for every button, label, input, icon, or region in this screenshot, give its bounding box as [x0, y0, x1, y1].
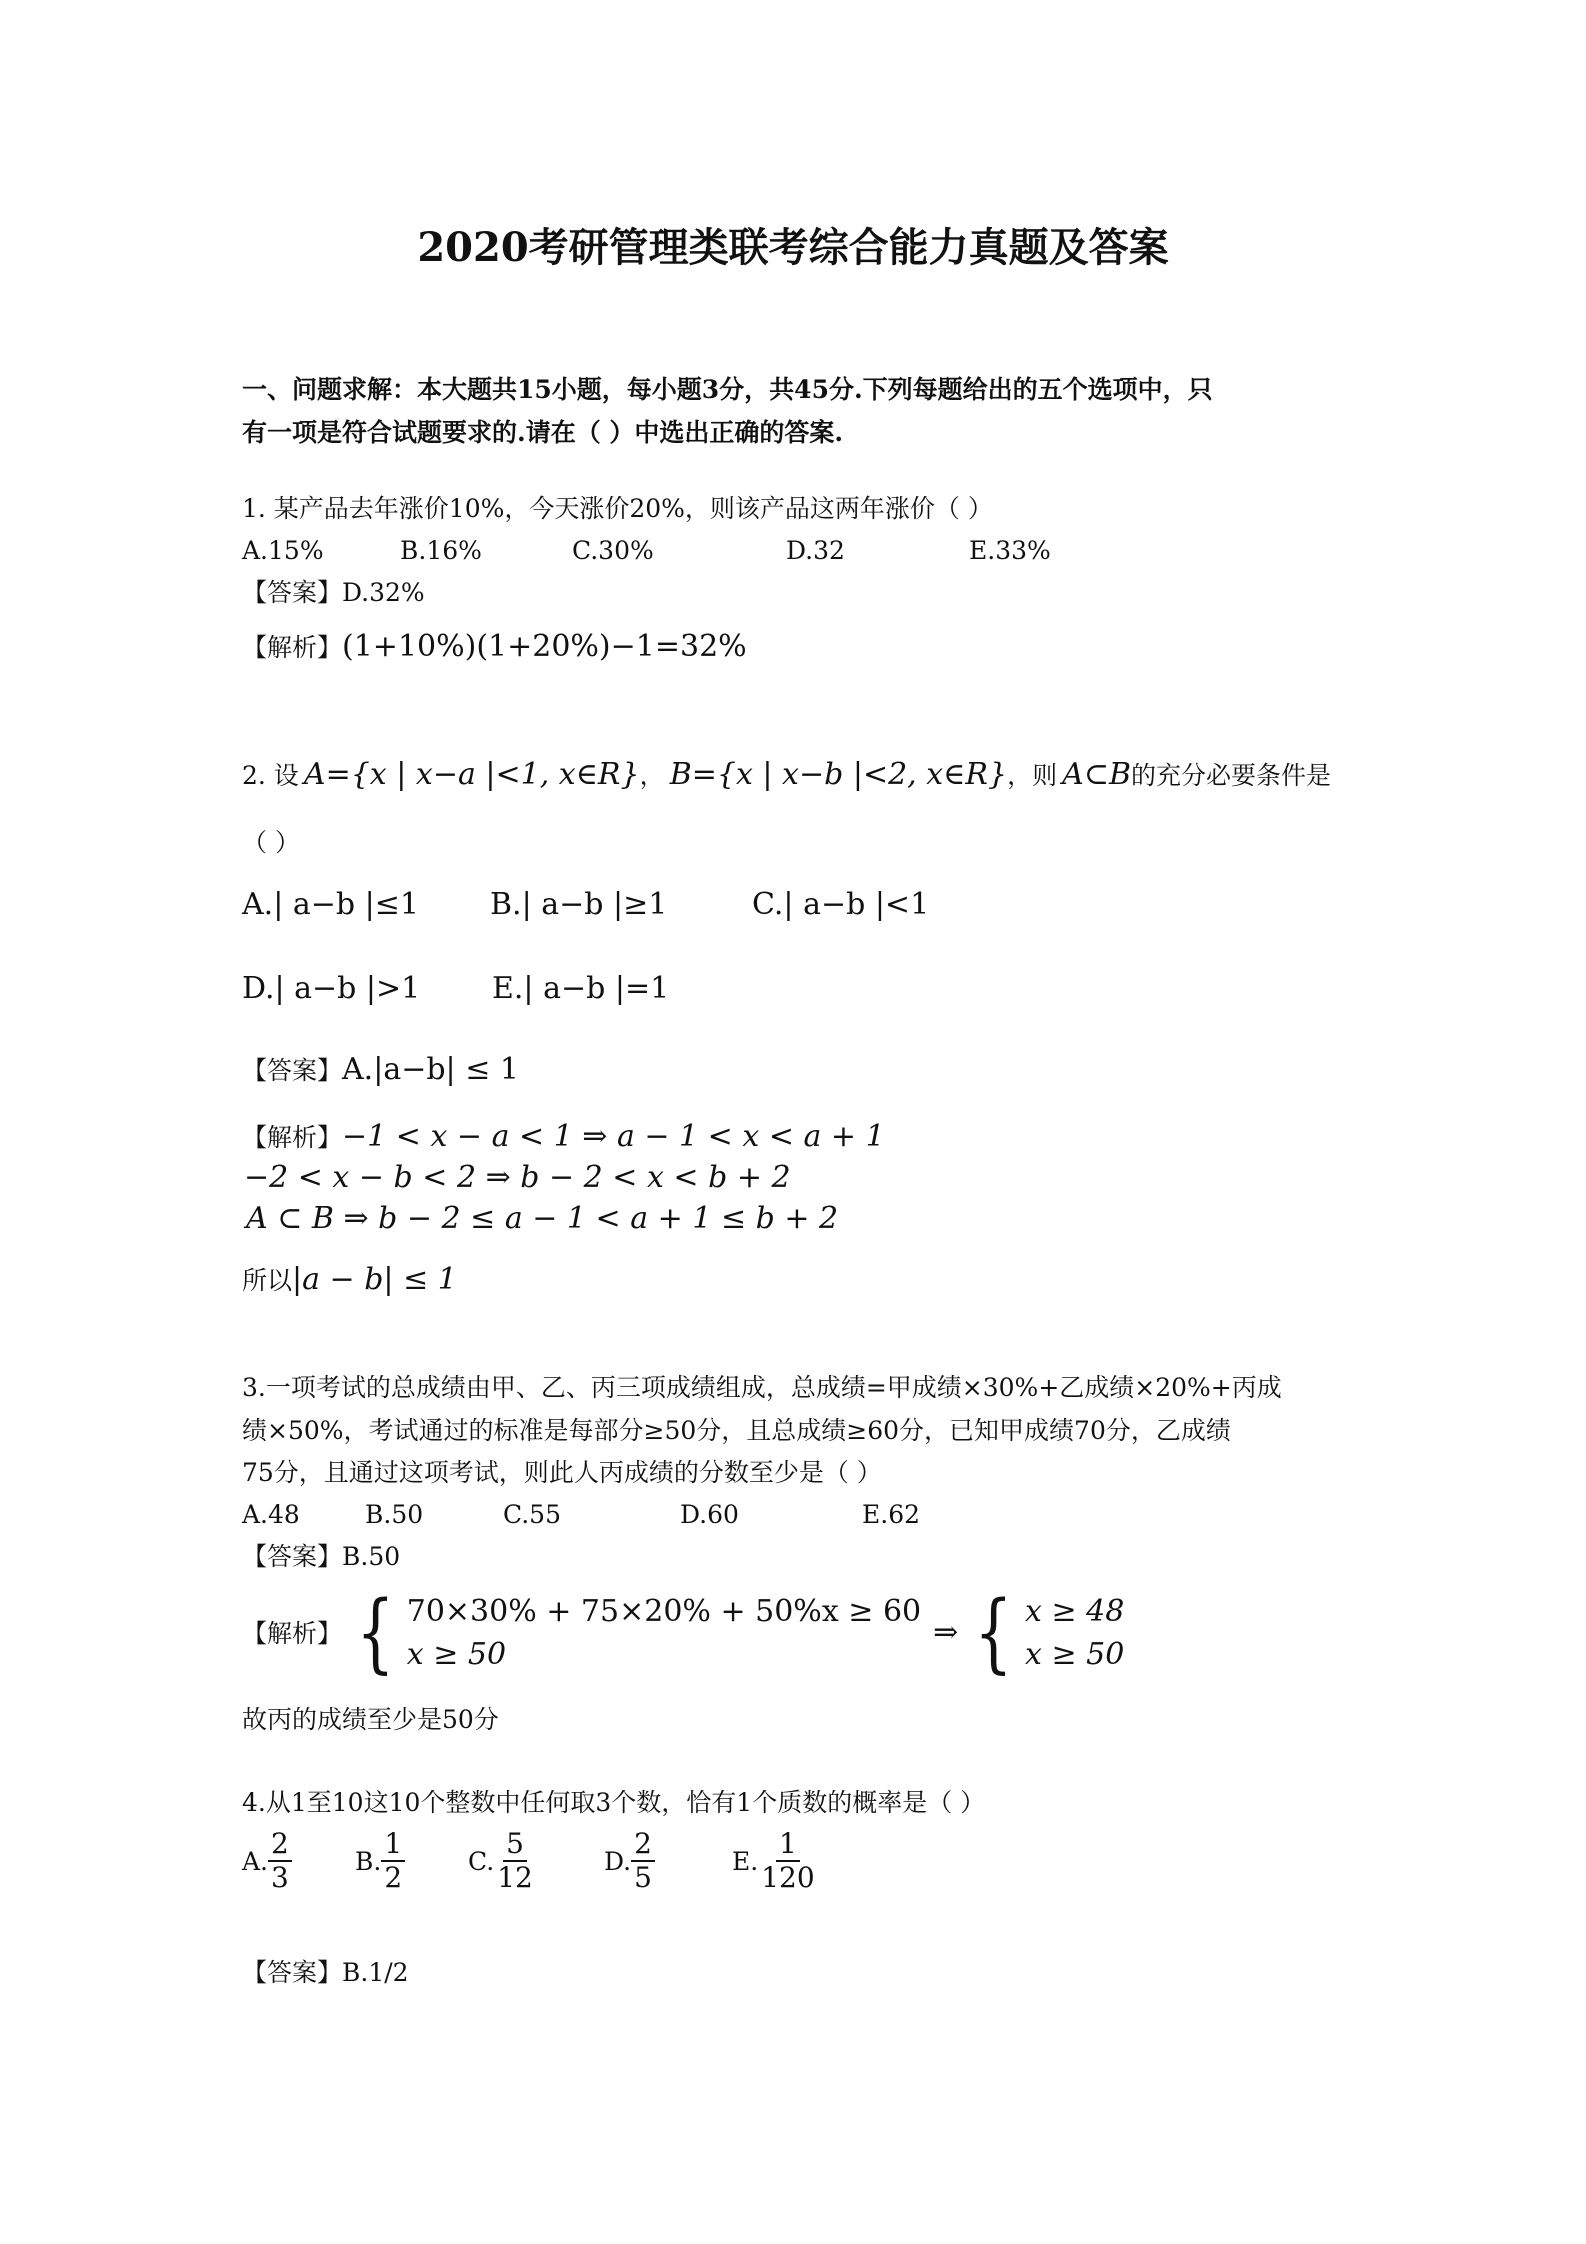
answer-value: A.|a−b| ≤ 1 [342, 1052, 519, 1087]
option-fraction [381, 1828, 405, 1894]
q2-set-a: A={x | x−a |<1, x∈R} [303, 757, 640, 792]
analysis-label: 【解析】 [242, 1123, 343, 1152]
option-label: E. [732, 1846, 759, 1876]
q2-option-a: A.| a−b |≤1 [242, 887, 419, 922]
q4-option-a [242, 1828, 292, 1894]
conclusion-prefix: 所以 [242, 1266, 293, 1295]
q2-conclusion [242, 1262, 457, 1297]
answer-label: 【答案】 [242, 1958, 343, 1987]
q4-option-d [604, 1828, 655, 1894]
q3-option-c: C.55 [503, 1500, 561, 1529]
q1-option-a: A.15% [242, 536, 324, 565]
option-fraction [268, 1828, 292, 1894]
conclusion-math: |a − b| ≤ 1 [292, 1262, 457, 1297]
section-header-line-1: 一、问题求解：本大题共15小题，每小题3分，共45分.下列每题给出的五个选项中，只 [242, 375, 1213, 404]
implies-sign: ⇒ [933, 1615, 959, 1650]
q3-option-a: A.48 [242, 1500, 300, 1529]
system-left-row-2: x ≥ 50 [406, 1637, 507, 1672]
denominator: 2 [384, 1861, 403, 1895]
denominator: 3 [271, 1861, 289, 1895]
q2-paren: （ ） [242, 828, 300, 857]
q1-option-b: B.16% [400, 536, 482, 565]
option-label: C. [468, 1846, 495, 1876]
numerator: 1 [776, 1828, 800, 1862]
q1-option-e: E.33% [969, 536, 1051, 565]
denominator: 5 [634, 1861, 652, 1895]
numerator: 2 [268, 1828, 292, 1862]
option-fraction [631, 1828, 655, 1894]
q3-conclusion: 故丙的成绩至少是50分 [242, 1705, 499, 1734]
analysis-formula: −1 < x − a < 1 ⇒ a − 1 < x < a + 1 [342, 1119, 885, 1154]
q2-analysis-line-3: A ⊂ B ⇒ b − 2 ≤ a − 1 < a + 1 ≤ b + 2 [246, 1201, 839, 1236]
analysis-label: 【解析】 [242, 633, 343, 662]
q2-option-c: C.| a−b |<1 [752, 887, 930, 922]
q4-option-c [468, 1828, 536, 1894]
q1-option-c: C.30% [572, 536, 654, 565]
q2-answer [242, 1052, 519, 1087]
q1-stem: 1. 某产品去年涨价10%，今天涨价20%，则该产品这两年涨价（ ） [242, 494, 993, 523]
q2-sep: ， [639, 761, 665, 790]
q4-answer [242, 1960, 409, 1985]
q1-option-d: D.32 [786, 536, 845, 565]
system-right-row-2: x ≥ 50 [1024, 1637, 1125, 1672]
q4-option-b [355, 1828, 405, 1894]
answer-label: 【答案】 [242, 578, 343, 607]
q4-option-e [732, 1828, 818, 1894]
q2-stem-prefix: 2. 设 [242, 761, 299, 790]
system-left-row-1: 70×30% + 75×20% + 50%x ≥ 60 [406, 1594, 922, 1629]
option-fraction [758, 1828, 817, 1894]
analysis-label: 【解析】 [242, 1618, 343, 1648]
q3-system-right [966, 1583, 1125, 1683]
section-header-line-2: 有一项是符合试题要求的.请在（ ）中选出正确的答案. [242, 418, 844, 447]
left-brace: { [356, 1583, 395, 1683]
q2-option-b: B.| a−b |≥1 [490, 887, 668, 922]
q3-stem-line-2: 绩×50%，考试通过的标准是每部分≥50分，且总成绩≥60分，已知甲成绩70分，乙成绩 [242, 1416, 1231, 1445]
numerator: 1 [381, 1828, 405, 1862]
denominator: 120 [761, 1861, 815, 1895]
q3-stem-line-3: 75分，且通过这项考试，则此人丙成绩的分数至少是（ ） [242, 1458, 882, 1487]
q2-analysis-line-1 [242, 1119, 885, 1154]
option-label: D. [604, 1846, 632, 1876]
q1-analysis [242, 629, 747, 664]
q3-option-b: B.50 [365, 1500, 424, 1529]
denominator: 12 [497, 1861, 533, 1895]
analysis-formula: (1+10%)(1+20%)−1=32% [342, 629, 747, 664]
q2-subset: A⊂B [1062, 757, 1132, 792]
option-fraction [494, 1828, 536, 1894]
q3-answer [242, 1544, 400, 1569]
numerator: 5 [503, 1828, 527, 1862]
option-label: B. [355, 1846, 382, 1876]
answer-label: 【答案】 [242, 1542, 343, 1571]
page-title: 2020考研管理类联考综合能力真题及答案 [417, 224, 1169, 271]
numerator: 2 [631, 1828, 655, 1862]
q4-stem: 4.从1至10这10个整数中任何取3个数，恰有1个质数的概率是（ ） [242, 1788, 986, 1817]
answer-value: B.1/2 [342, 1958, 409, 1987]
q2-stem-suffix: 的充分必要条件是 [1131, 761, 1332, 790]
q3-system-left [348, 1583, 922, 1683]
system-right-row-1: x ≥ 48 [1024, 1594, 1125, 1629]
answer-value: B.50 [342, 1542, 401, 1571]
q2-option-e: E.| a−b |=1 [492, 971, 670, 1006]
q1-answer [242, 580, 425, 605]
answer-value: D.32% [342, 578, 425, 607]
q2-analysis-line-2: −2 < x − b < 2 ⇒ b − 2 < x < b + 2 [244, 1160, 791, 1195]
option-label: A. [242, 1846, 269, 1876]
right-system-brace: { [974, 1583, 1013, 1683]
q3-option-e: E.62 [862, 1500, 921, 1529]
q3-stem-line-1: 3.一项考试的总成绩由甲、乙、丙三项成绩组成，总成绩=甲成绩×30%+乙成绩×20%+丙成 [242, 1373, 1282, 1402]
answer-label: 【答案】 [242, 1056, 343, 1085]
q2-stem-mid: ，则 [1007, 761, 1058, 790]
q3-analysis [242, 1583, 1125, 1683]
q2-option-d: D.| a−b |>1 [242, 971, 421, 1006]
q2-stem [242, 757, 1332, 792]
q2-set-b: B={x | x−b |<2, x∈R} [669, 757, 1008, 792]
q3-option-d: D.60 [680, 1500, 739, 1529]
